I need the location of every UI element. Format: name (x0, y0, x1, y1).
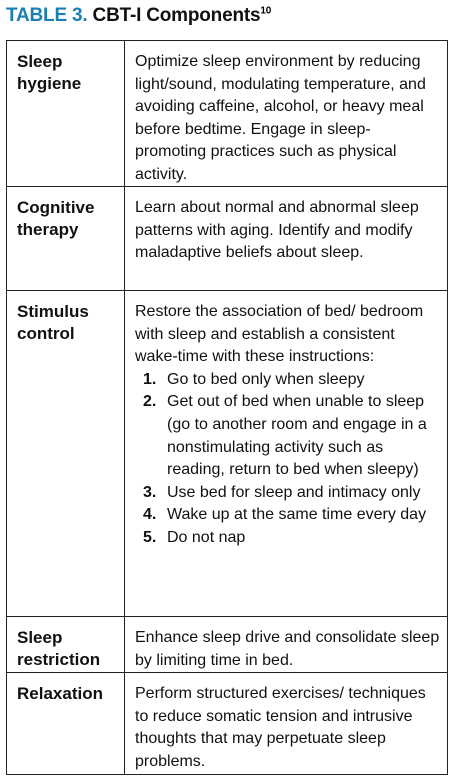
row-description-sleep-restriction (125, 617, 447, 673)
instruction-text: Do not nap (167, 528, 246, 546)
description-text: Restore the association of bed/ bedroom with sleep and establish a consistent wake-time with these instructions: (135, 303, 424, 366)
instruction-list (135, 369, 441, 550)
instruction-number: 2. (143, 393, 157, 411)
reference-superscript: 10 (260, 5, 272, 17)
row-description-relaxation (125, 673, 447, 774)
row-description-sleep-hygiene (125, 41, 447, 187)
description-text: Perform structured exercises/ techniques to reduce somatic tension and intrusive thoughts that may perpetuate sleep problems. (135, 685, 426, 770)
table-number: TABLE 3. (6, 5, 88, 26)
row-heading-relaxation: Relaxation (7, 673, 125, 774)
instruction-item (143, 482, 441, 505)
description-text: Enhance sleep drive and consolidate sleep by limiting time in bed. (135, 629, 440, 669)
instruction-text: Use bed for sleep and intimacy only (167, 483, 421, 501)
row-heading-sleep-restriction: Sleep restriction (7, 617, 125, 673)
instruction-item (143, 369, 441, 392)
description-text: Learn about normal and abnormal sleep patterns with aging. Identify and modify maladaptive beliefs about sleep. (135, 199, 419, 262)
instruction-number: 5. (143, 528, 157, 546)
row-heading-cognitive-therapy: Cognitive therapy (7, 187, 125, 291)
instruction-text: Go to bed only when sleepy (167, 370, 365, 388)
cbt-i-components-table (6, 40, 448, 775)
row-heading-sleep-hygiene: Sleep hygiene (7, 41, 125, 187)
instruction-item (143, 391, 441, 481)
instruction-number: 3. (143, 483, 157, 501)
row-heading-stimulus-control: Stimulus control (7, 291, 125, 617)
row-description-stimulus-control (125, 291, 447, 617)
row-description-cognitive-therapy (125, 187, 447, 291)
table-title (6, 4, 271, 28)
instruction-text: Get out of bed when unable to sleep (go to another room and engage in a nonstimulating activity such as reading, return to bed when sleepy) (167, 393, 427, 479)
instruction-number: 4. (143, 506, 157, 524)
instruction-item (143, 527, 441, 550)
instruction-text: Wake up at the same time every day (167, 506, 427, 524)
table-name: CBT-I Components (92, 5, 261, 26)
instruction-item (143, 504, 441, 527)
instruction-number: 1. (143, 370, 157, 388)
description-text: Optimize sleep environment by reducing light/sound, modulating temperature, and avoiding caffeine, alcohol, or heavy meal before bedtime. Engage in sleep-promoting practices such as physical activity. (135, 53, 426, 183)
